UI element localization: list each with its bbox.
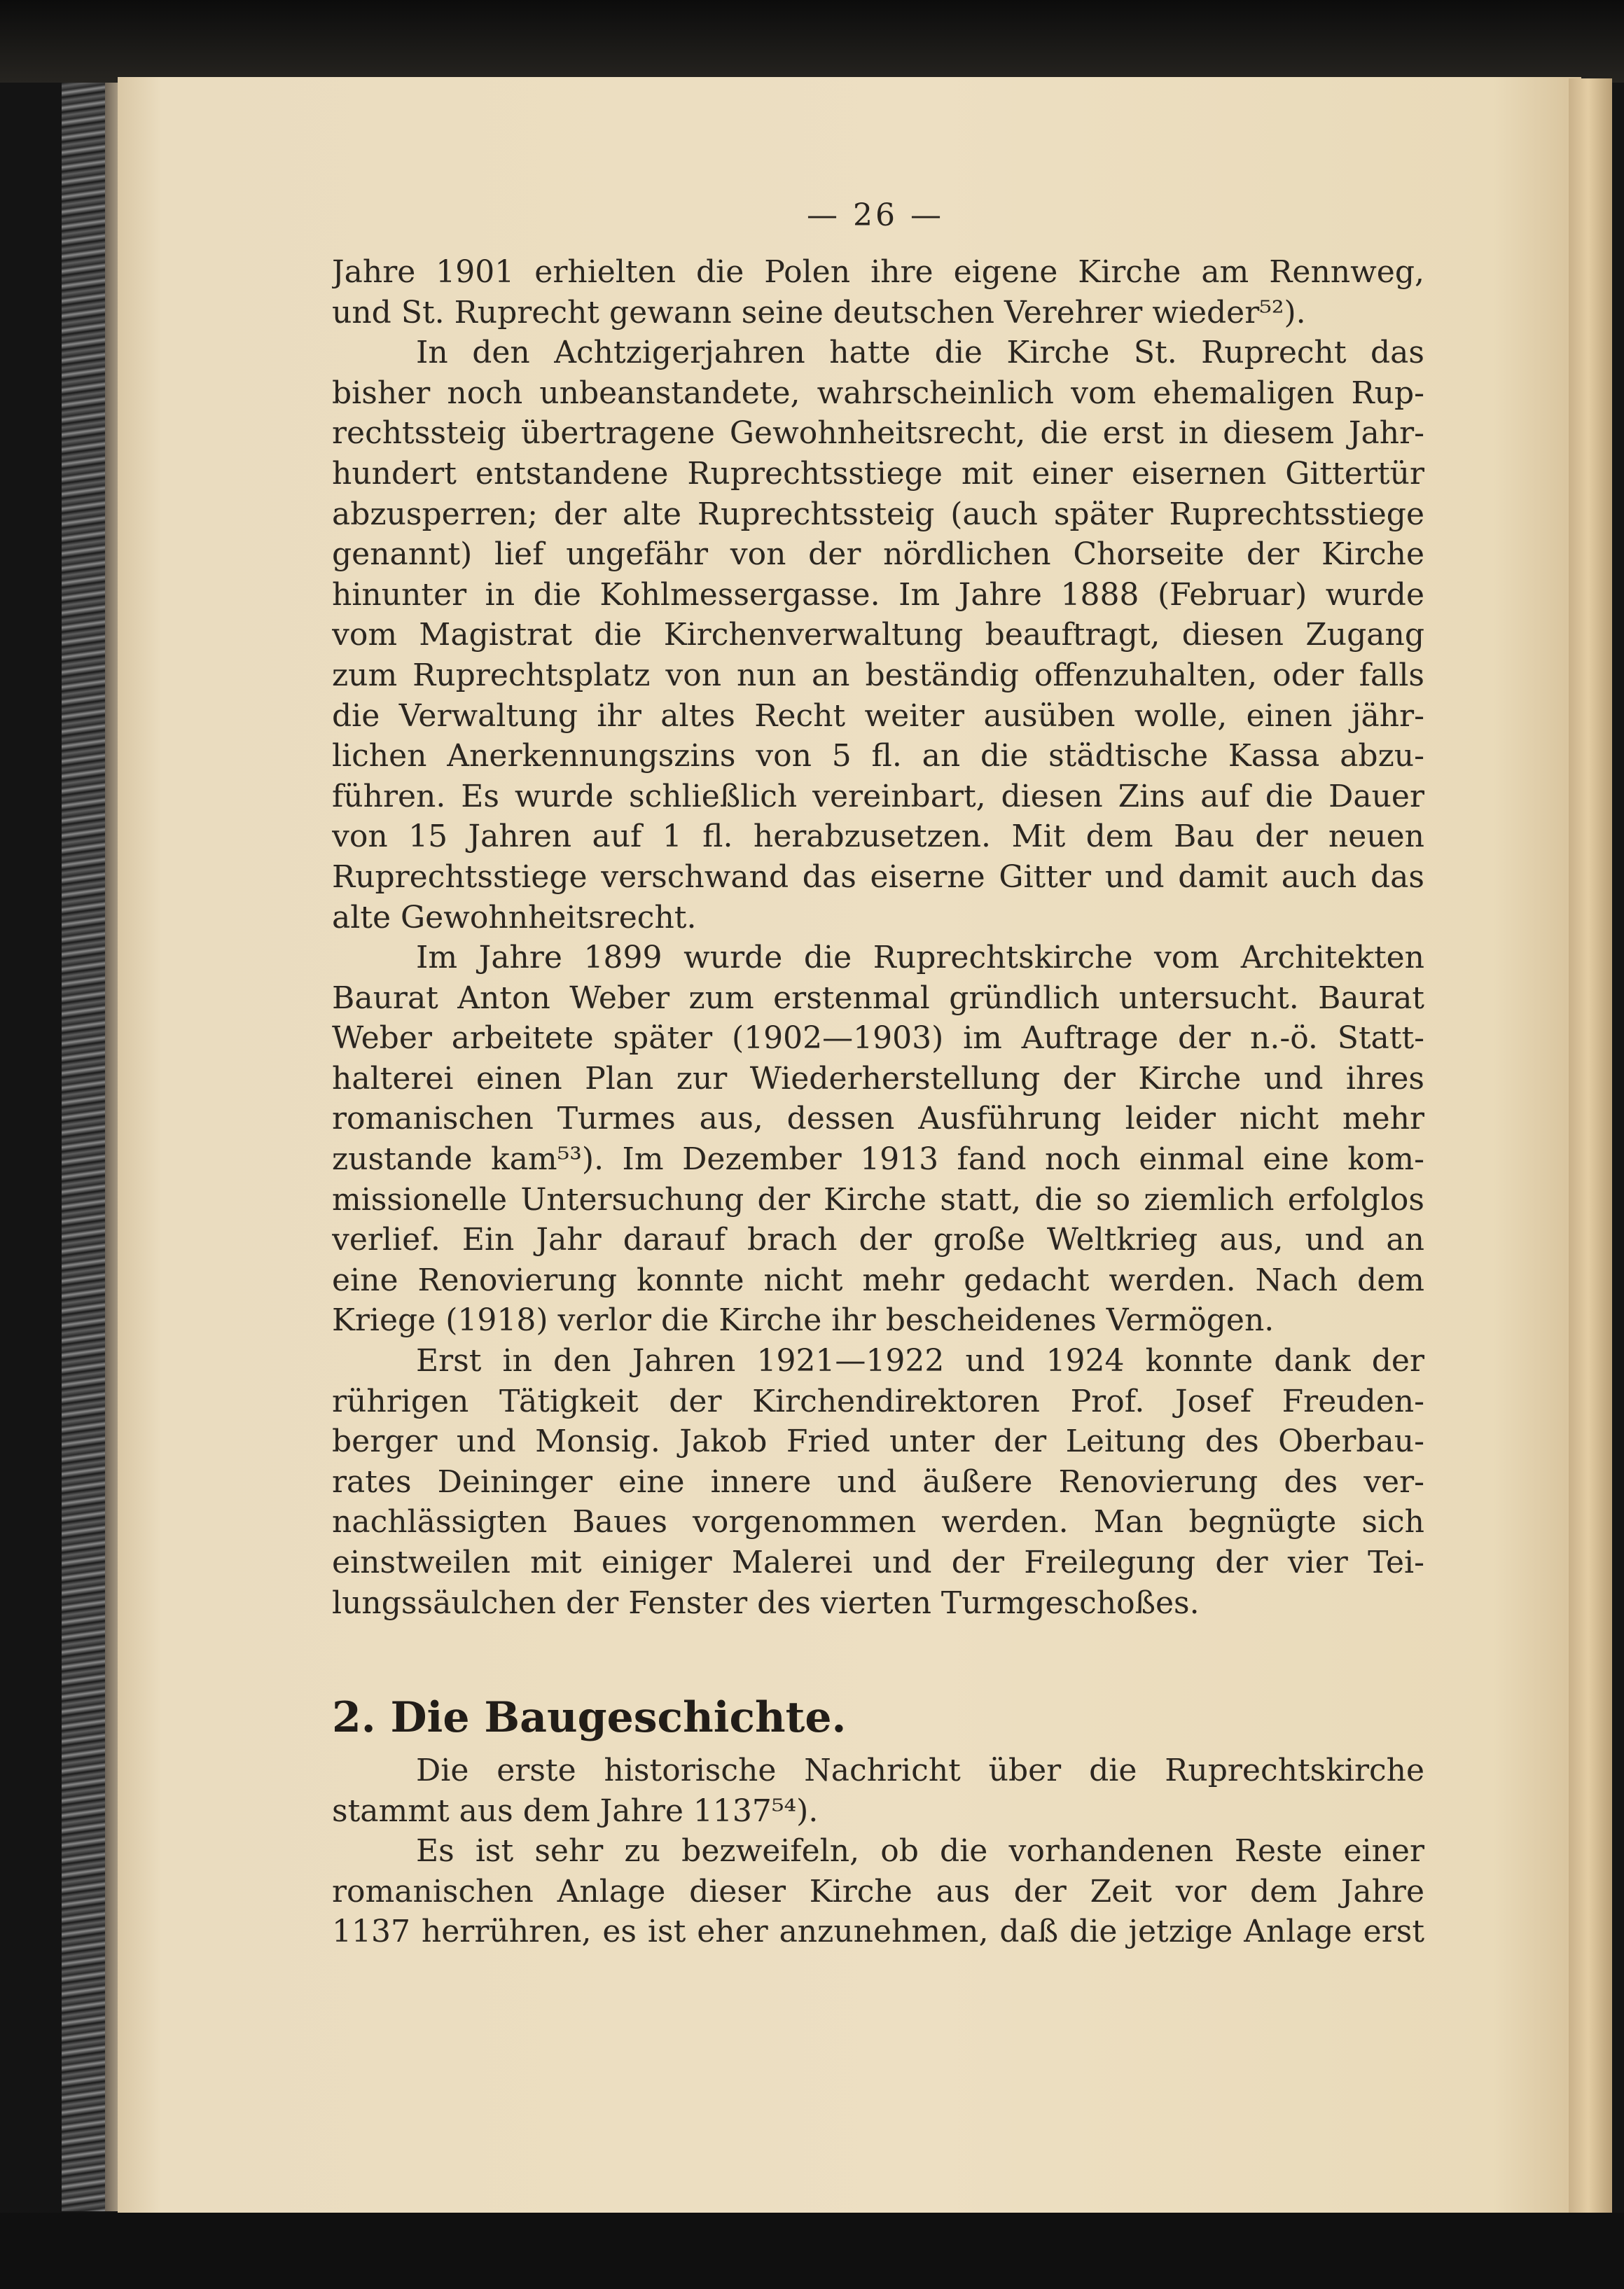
text-line: 1137 herrühren, es ist eher anzunehmen, daß die jetzige Anlage erst [332, 1914, 1424, 1950]
scan-bottom-shadow [0, 2213, 1624, 2289]
text-line: vom Magistrat die Kirchenverwaltung beauftragt, diesen Zugang [332, 617, 1424, 653]
text-line: zustande kam⁵³). Im Dezember 1913 fand noch einmal eine kom- [332, 1141, 1424, 1178]
text-line: halterei einen Plan zur Wiederherstellung der Kirche und ihres [332, 1060, 1424, 1097]
text-line: Die erste historische Nachricht über die Ruprechtskirche [416, 1753, 1424, 1788]
text-line: genannt) lief ungefähr von der nördlichen Chorseite der Kirche [332, 536, 1424, 573]
text-line: verlief. Ein Jahr darauf brach der große Weltkrieg aus, und an [332, 1222, 1424, 1258]
text-line: Erst in den Jahren 1921—1922 und 1924 konnte dank der [416, 1343, 1424, 1379]
text-line: lungssäulchen der Fenster des vierten Turmgeschoßes. [332, 1585, 1200, 1621]
text-line: rührigen Tätigkeit der Kirchendirektoren Prof. Josef Freuden- [332, 1383, 1424, 1419]
text-line: Im Jahre 1899 wurde die Ruprechtskirche vom Architekten [416, 940, 1424, 976]
text-line: und St. Ruprecht gewann seine deutschen Verehrer wieder⁵²). [332, 294, 1306, 331]
text-line: alte Gewohnheitsrecht. [332, 899, 697, 935]
text-line: Jahre 1901 erhielten die Polen ihre eigene Kirche am Rennweg, [332, 254, 1424, 290]
body-text-section-1 [332, 252, 1424, 1623]
text-line: die Verwaltung ihr altes Recht weiter ausüben wolle, einen jähr- [332, 697, 1424, 734]
page-number: — 26 — [807, 197, 944, 233]
text-line: bisher noch unbeanstandete, wahrscheinlich vom ehemaligen Rup- [332, 375, 1424, 411]
body-text-section-2 [332, 1751, 1424, 1952]
text-line: eine Renovierung konnte nicht mehr gedacht werden. Nach dem [332, 1262, 1424, 1298]
text-line: lichen Anerkennungszins von 5 fl. an die städtische Kassa abzu- [332, 738, 1424, 774]
section-heading: 2. Die Baugeschichte. [332, 1693, 847, 1742]
text-line: stammt aus dem Jahre 1137⁵⁴). [332, 1793, 819, 1829]
text-line: romanischen Turmes aus, dessen Ausführung leider nicht mehr [332, 1101, 1424, 1137]
scan-top-shadow [0, 0, 1624, 83]
text-line: hundert entstandene Ruprechtsstiege mit einer eisernen Gittertür [332, 455, 1424, 492]
text-line: In den Achtzigerjahren hatte die Kirche St. Ruprecht das [416, 335, 1424, 371]
text-line: einstweilen mit einiger Malerei und der Freilegung der vier Tei- [332, 1545, 1424, 1580]
text-line: abzusperren; der alte Ruprechtssteig (auch später Ruprechtsstiege [332, 496, 1424, 532]
text-line: missionelle Untersuchung der Kirche statt, die so ziemlich erfolglos [332, 1181, 1424, 1218]
text-line: hinunter in die Kohlmessergasse. Im Jahre 1888 (Februar) wurde [332, 576, 1424, 613]
text-line: Weber arbeitete später (1902—1903) im Auftrage der n.-ö. Statt- [332, 1020, 1424, 1057]
text-line: rechtssteig übertragene Gewohnheitsrecht, die erst in diesem Jahr- [332, 415, 1424, 452]
text-line: berger und Monsig. Jakob Fried unter der Leitung des Oberbau- [332, 1424, 1424, 1460]
text-line: von 15 Jahren auf 1 fl. herabzusetzen. Mit dem Bau der neuen [332, 819, 1424, 855]
text-line: romanischen Anlage dieser Kirche aus der Zeit vor dem Jahre [332, 1873, 1424, 1909]
text-line: zum Ruprechtsplatz von nun an beständig offenzuhalten, oder falls [332, 657, 1424, 693]
text-line: Baurat Anton Weber zum erstenmal gründlich untersucht. Baurat [332, 980, 1424, 1016]
text-line: Es ist sehr zu bezweifeln, ob die vorhandenen Reste einer [416, 1833, 1424, 1870]
text-line: rates Deininger eine innere und äußere Renovierung des ver- [332, 1463, 1424, 1500]
text-line: nachlässigten Baues vorgenommen werden. Man begnügte sich [332, 1504, 1424, 1540]
text-line: Ruprechtsstiege verschwand das eiserne Gitter und damit auch das [332, 858, 1424, 895]
text-line: Kriege (1918) verlor die Kirche ihr bescheidenes Vermögen. [332, 1302, 1275, 1339]
text-line: führen. Es wurde schließlich vereinbart, diesen Zins auf die Dauer [332, 778, 1424, 814]
page-stack-edge [1569, 78, 1612, 2214]
